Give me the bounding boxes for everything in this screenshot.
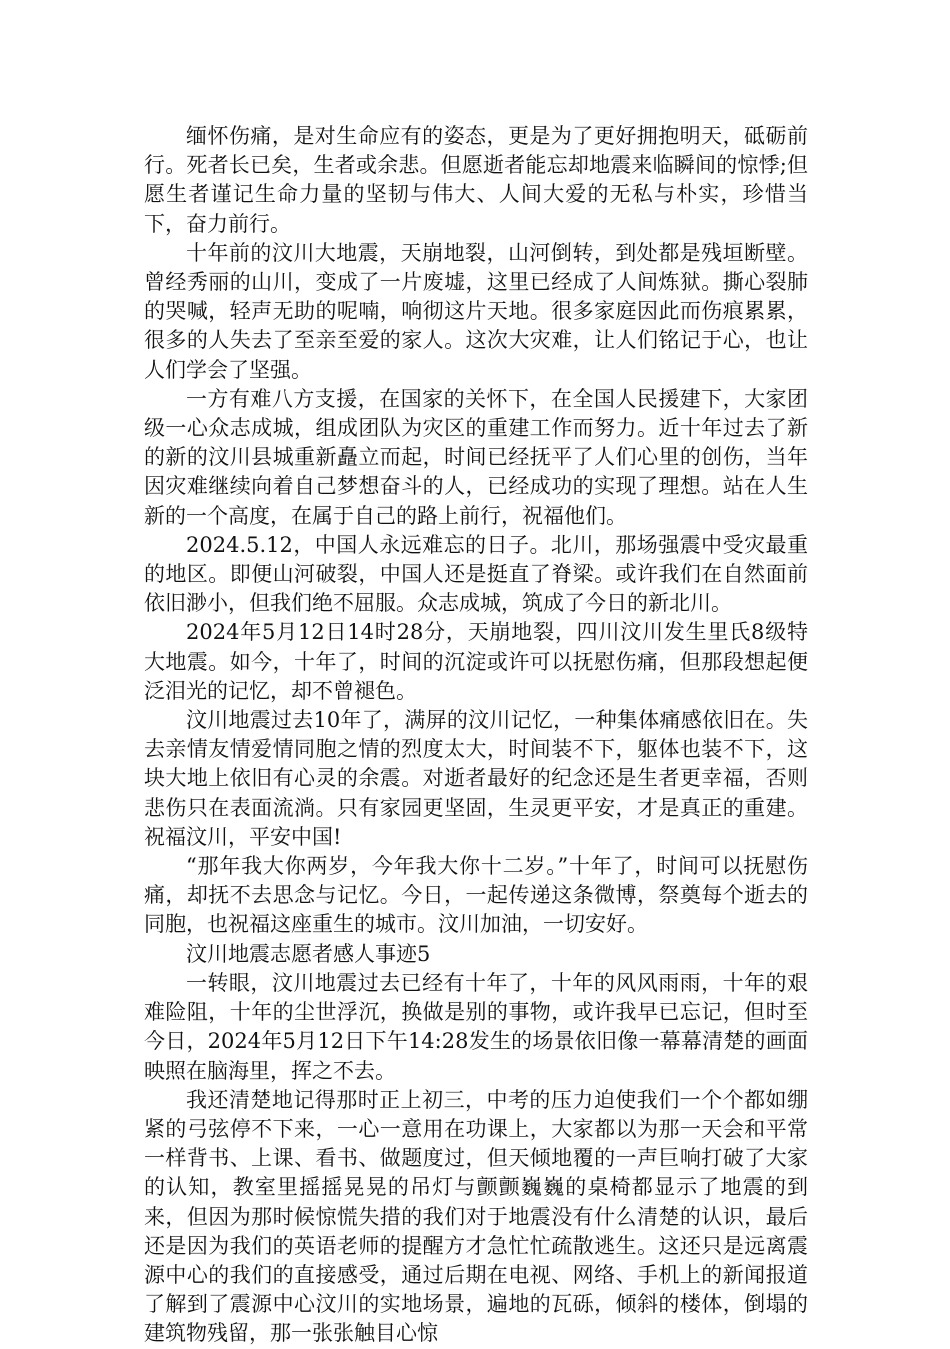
- paragraph-8: 一转眼，汶川地震过去已经有十年了，十年的风风雨雨，十年的艰难险阻，十年的尘世浮沉，换做是别的事物，或许我早已忘记，但时至今日，2024年5月12日下午14:28发生的场景依旧像一幕幕清楚的画面映照在脑海里，挥之不去。: [144, 970, 808, 1083]
- paragraph-2: 十年前的汶川大地震，天崩地裂，山河倒转，到处都是残垣断壁。曾经秀丽的山川，变成了一片废墟，这里已经成了人间炼狱。撕心裂肺的哭喊，轻声无助的呢喃，响彻这片天地。很多家庭因此而伤痕累累，很多的人失去了至亲至爱的家人。这次大灾难，让人们铭记于心，也让人们学会了坚强。: [144, 240, 808, 382]
- document-body: [144, 122, 808, 1349]
- paragraph-9: 我还清楚地记得那时正上初三，中考的压力迫使我们一个个都如绷紧的弓弦停不下来，一心一意用在功课上，大家都以为那一天会和平常一样背书、上课、看书、做题度过，但天倾地覆的一声巨响打破了大家的认知，教室里摇摇晃晃的吊灯与颤颤巍巍的桌椅都显示了地震的到来，但因为那时候惊慌失措的我们对于地震没有什么清楚的认识，最后还是因为我们的英语老师的提醒方才急忙忙疏散逃生。这还只是远离震源中心的我们的直接感受，通过后期在电视、网络、手机上的新闻报道了解到了震源中心汶川的实地场景，遍地的瓦砾，倾斜的楼体，倒塌的建筑物残留，那一张张触目心惊: [144, 1087, 808, 1346]
- section-heading: 汶川地震志愿者感人事迹5: [186, 941, 431, 966]
- paragraph-7: “那年我大你两岁，今年我大你十二岁。”十年了，时间可以抚慰伤痛，却抚不去思念与记忆。今日，一起传递这条微博，祭奠每个逝去的同胞，也祝福这座重生的城市。汶川加油，一切安好。: [144, 854, 808, 937]
- paragraph-6: 汶川地震过去10年了，满屏的汶川记忆，一种集体痛感依旧在。失去亲情友情爱情同胞之情的烈度太大，时间装不下，躯体也装不下，这块大地上依旧有心灵的余震。对逝者最好的纪念还是生者更幸福，否则悲伤只在表面流淌。只有家园更坚固，生灵更平安，才是真正的重建。祝福汶川，平安中国!: [144, 708, 808, 849]
- paragraph-3: 一方有难八方支援，在国家的关怀下，在全国人民援建下，大家团级一心众志成城，组成团队为灾区的重建工作而努力。近十年过去了新的新的汶川县城重新矗立而起，时间已经抚平了人们心里的创伤，当年因灾难继续向着自己梦想奋斗的人，已经成功的实现了理想。站在人生新的一个高度，在属于自己的路上前行，祝福他们。: [144, 386, 808, 528]
- paragraph-4: 2024.5.12，中国人永远难忘的日子。北川，那场强震中受灾最重的地区。即便山河破裂，中国人还是挺直了脊梁。或许我们在自然面前依旧渺小，但我们绝不屈服。众志成城，筑成了今日的新北川。: [144, 532, 808, 616]
- paragraph-1: 缅怀伤痛，是对生命应有的姿态，更是为了更好拥抱明天，砥砺前行。死者长已矣，生者或余悲。但愿逝者能忘却地震来临瞬间的惊悸;但愿生者谨记生命力量的坚韧与伟大、人间大爱的无私与朴实，珍惜当下，奋力前行。: [144, 124, 808, 236]
- paragraph-5: 2024年5月12日14时28分，天崩地裂，四川汶川发生里氏8级特大地震。如今，十年了，时间的沉淀或许可以抚慰伤痛，但那段想起便泛泪光的记忆，却不曾褪色。: [144, 620, 808, 703]
